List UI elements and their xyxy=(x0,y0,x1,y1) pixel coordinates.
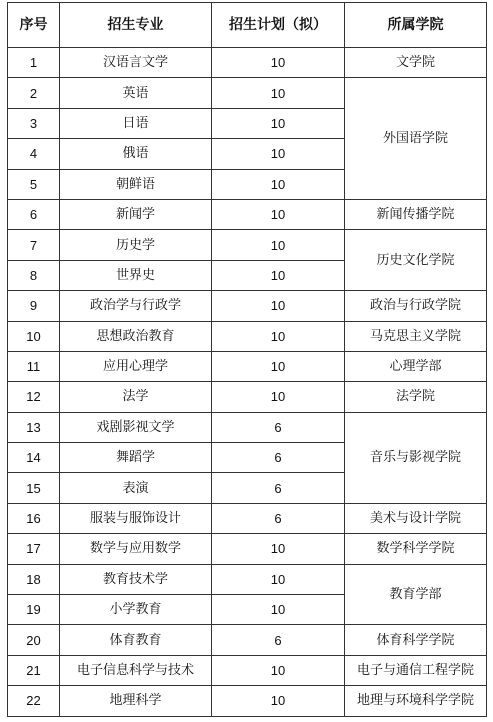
row-plan: 10 xyxy=(212,230,345,260)
row-college: 美术与设计学院 xyxy=(345,503,487,533)
table-row xyxy=(8,382,487,412)
header-plan: 招生计划（拟） xyxy=(212,3,345,48)
header-seq: 序号 xyxy=(8,3,60,48)
table-row xyxy=(8,199,487,229)
row-college: 音乐与影视学院 xyxy=(345,412,487,503)
table-body xyxy=(8,48,487,717)
header-college: 所属学院 xyxy=(345,3,487,48)
row-seq: 5 xyxy=(8,169,60,199)
row-seq: 11 xyxy=(8,351,60,381)
row-major: 戏剧影视文学 xyxy=(60,412,212,442)
table-row xyxy=(8,291,487,321)
row-major: 世界史 xyxy=(60,260,212,290)
row-plan: 6 xyxy=(212,412,345,442)
row-major: 思想政治教育 xyxy=(60,321,212,351)
row-major: 表演 xyxy=(60,473,212,503)
row-major: 俄语 xyxy=(60,139,212,169)
row-major: 体育教育 xyxy=(60,625,212,655)
row-plan: 10 xyxy=(212,169,345,199)
row-seq: 19 xyxy=(8,595,60,625)
row-seq: 2 xyxy=(8,78,60,108)
row-seq: 16 xyxy=(8,503,60,533)
row-college: 体育科学学院 xyxy=(345,625,487,655)
table-row xyxy=(8,230,487,260)
row-plan: 10 xyxy=(212,564,345,594)
row-major: 舞蹈学 xyxy=(60,443,212,473)
row-college: 历史文化学院 xyxy=(345,230,487,291)
row-major: 电子信息科学与技术 xyxy=(60,655,212,685)
header-major: 招生专业 xyxy=(60,3,212,48)
table-row xyxy=(8,351,487,381)
row-seq: 12 xyxy=(8,382,60,412)
row-plan: 10 xyxy=(212,655,345,685)
row-college: 心理学部 xyxy=(345,351,487,381)
row-plan: 10 xyxy=(212,595,345,625)
row-major: 服装与服饰设计 xyxy=(60,503,212,533)
row-major: 英语 xyxy=(60,78,212,108)
row-plan: 10 xyxy=(212,534,345,564)
header-row xyxy=(8,3,487,48)
row-plan: 10 xyxy=(212,260,345,290)
row-seq: 4 xyxy=(8,139,60,169)
row-major: 汉语言文学 xyxy=(60,48,212,78)
row-major: 政治学与行政学 xyxy=(60,291,212,321)
row-plan: 10 xyxy=(212,139,345,169)
row-plan: 10 xyxy=(212,351,345,381)
row-college: 马克思主义学院 xyxy=(345,321,487,351)
row-plan: 10 xyxy=(212,108,345,138)
row-plan: 6 xyxy=(212,503,345,533)
row-seq: 7 xyxy=(8,230,60,260)
table-row xyxy=(8,655,487,685)
row-seq: 21 xyxy=(8,655,60,685)
table-row xyxy=(8,503,487,533)
row-seq: 9 xyxy=(8,291,60,321)
table-row xyxy=(8,564,487,594)
row-plan: 10 xyxy=(212,686,345,716)
row-seq: 15 xyxy=(8,473,60,503)
table-row xyxy=(8,686,487,716)
row-college: 电子与通信工程学院 xyxy=(345,655,487,685)
table-row xyxy=(8,78,487,108)
row-major: 教育技术学 xyxy=(60,564,212,594)
row-plan: 10 xyxy=(212,382,345,412)
row-plan: 10 xyxy=(212,78,345,108)
row-college: 数学科学学院 xyxy=(345,534,487,564)
row-college: 外国语学院 xyxy=(345,78,487,200)
row-college: 文学院 xyxy=(345,48,487,78)
row-college: 政治与行政学院 xyxy=(345,291,487,321)
table-row xyxy=(8,534,487,564)
row-major: 新闻学 xyxy=(60,199,212,229)
row-major: 应用心理学 xyxy=(60,351,212,381)
row-major: 地理科学 xyxy=(60,686,212,716)
row-seq: 3 xyxy=(8,108,60,138)
row-seq: 20 xyxy=(8,625,60,655)
row-major: 法学 xyxy=(60,382,212,412)
table-row xyxy=(8,321,487,351)
row-plan: 10 xyxy=(212,48,345,78)
row-major: 历史学 xyxy=(60,230,212,260)
row-plan: 10 xyxy=(212,321,345,351)
row-seq: 13 xyxy=(8,412,60,442)
enrollment-table xyxy=(7,2,487,717)
row-college: 新闻传播学院 xyxy=(345,199,487,229)
row-plan: 6 xyxy=(212,625,345,655)
row-major: 日语 xyxy=(60,108,212,138)
row-seq: 8 xyxy=(8,260,60,290)
row-seq: 6 xyxy=(8,199,60,229)
table-row xyxy=(8,412,487,442)
row-seq: 17 xyxy=(8,534,60,564)
row-college: 法学院 xyxy=(345,382,487,412)
row-plan: 6 xyxy=(212,443,345,473)
row-major: 数学与应用数学 xyxy=(60,534,212,564)
row-major: 小学教育 xyxy=(60,595,212,625)
row-seq: 10 xyxy=(8,321,60,351)
row-seq: 18 xyxy=(8,564,60,594)
row-plan: 6 xyxy=(212,473,345,503)
table-row xyxy=(8,625,487,655)
row-seq: 1 xyxy=(8,48,60,78)
row-college: 地理与环境科学学院 xyxy=(345,686,487,716)
row-seq: 22 xyxy=(8,686,60,716)
row-college: 教育学部 xyxy=(345,564,487,625)
row-plan: 10 xyxy=(212,291,345,321)
table-row xyxy=(8,48,487,78)
row-seq: 14 xyxy=(8,443,60,473)
row-plan: 10 xyxy=(212,199,345,229)
row-major: 朝鲜语 xyxy=(60,169,212,199)
